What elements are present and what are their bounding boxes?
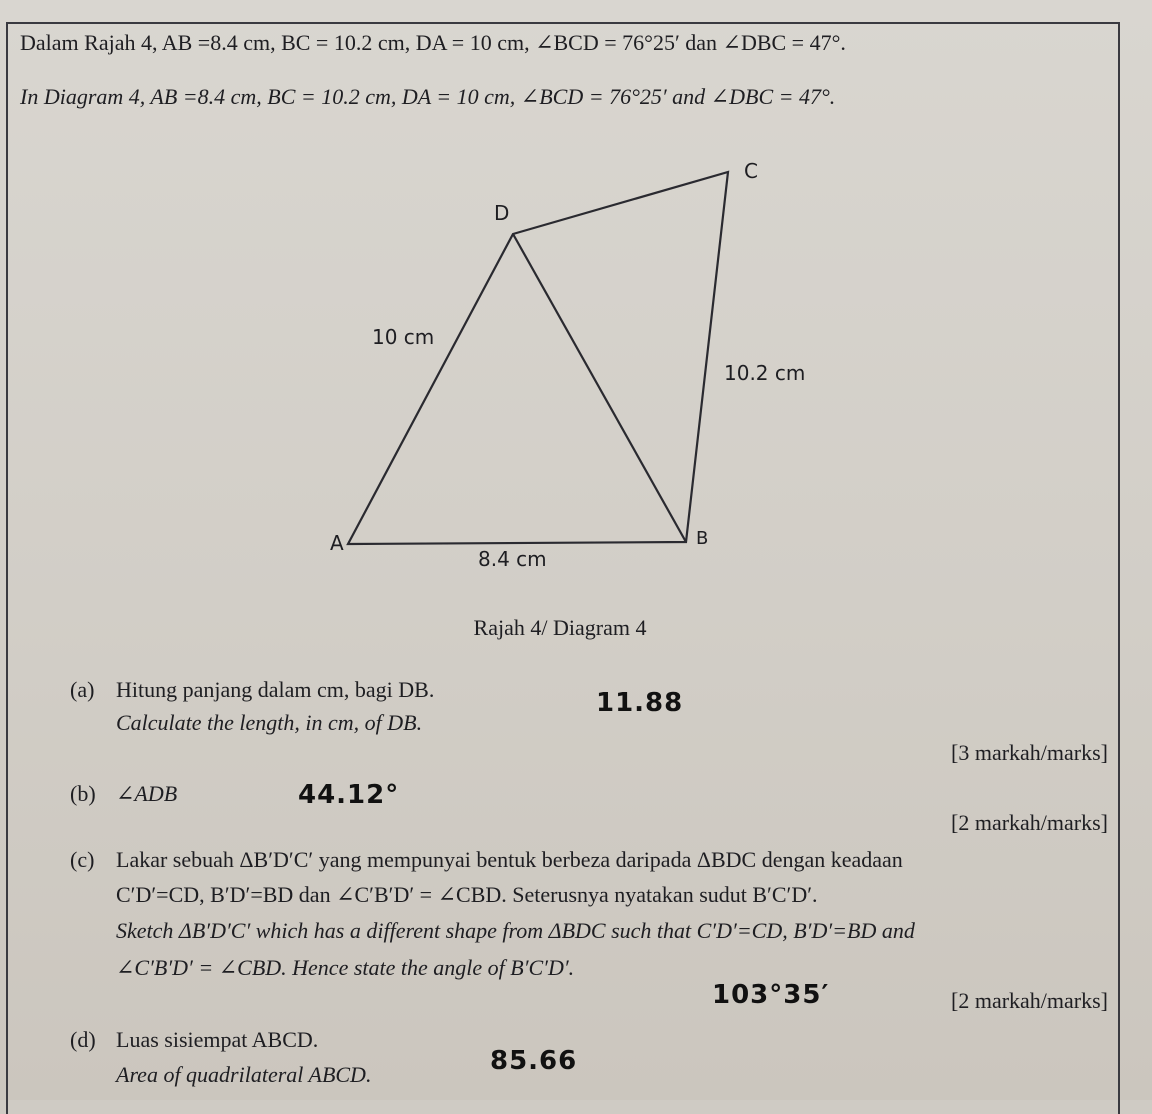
question-d-label: (d) [70, 1027, 96, 1052]
question-a-label: (a) [70, 677, 95, 702]
answer-b-handwritten: 44.12° [298, 780, 400, 810]
marks-c: [2 markah/marks] [951, 988, 1108, 1013]
quadrilateral-abcd [348, 172, 728, 544]
length-label-da: 10 cm [372, 325, 435, 349]
answer-a-handwritten: 11.88 [596, 688, 684, 718]
vertex-label-c: C [744, 159, 758, 183]
answer-d-handwritten: 85.66 [490, 1046, 578, 1076]
marks-b: [2 markah/marks] [951, 810, 1108, 835]
length-label-bc: 10.2 cm [724, 361, 806, 385]
question-d-malay: Luas sisiempat ABCD. [116, 1027, 319, 1052]
question-c-english-1: Sketch ΔB′D′C′ which has a different shape from ΔBDC such that C′D′=CD, B′D′=BD and [116, 918, 915, 943]
diagonal-db [513, 234, 686, 542]
question-c-malay-1: Lakar sebuah ΔB′D′C′ yang mempunyai bentuk berbeza daripada ΔBDC dengan keadaan [116, 847, 903, 872]
vertex-label-a: A [330, 531, 344, 555]
length-label-ab: 8.4 cm [478, 547, 547, 571]
intro-english: In Diagram 4, AB =8.4 cm, BC = 10.2 cm, DA = 10 cm, ∠BCD = 76°25′ and ∠DBC = 47°. [20, 84, 836, 109]
question-b-text: ∠ADB [116, 781, 178, 806]
answer-c-handwritten: 103°35′ [712, 980, 830, 1010]
question-c-malay-2: C′D′=CD, B′D′=BD dan ∠C′B′D′ = ∠CBD. Seterusnya nyatakan sudut B′C′D′. [116, 882, 818, 907]
question-c-english-2: ∠C′B′D′ = ∠CBD. Hence state the angle of B′C′D′. [116, 955, 575, 980]
vertex-label-b: B [696, 528, 709, 549]
question-c-label: (c) [70, 847, 95, 872]
vertex-label-d: D [494, 201, 510, 225]
question-b-label: (b) [70, 781, 96, 806]
intro-malay: Dalam Rajah 4, AB =8.4 cm, BC = 10.2 cm, DA = 10 cm, ∠BCD = 76°25′ dan ∠DBC = 47°. [20, 30, 846, 55]
question-a-english: Calculate the length, in cm, of DB. [116, 710, 423, 735]
diagram-caption: Rajah 4/ Diagram 4 [473, 615, 647, 640]
question-a-malay: Hitung panjang dalam cm, bagi DB. [116, 677, 435, 702]
question-d-english: Area of quadrilateral ABCD. [116, 1062, 372, 1087]
marks-a: [3 markah/marks] [951, 740, 1108, 765]
